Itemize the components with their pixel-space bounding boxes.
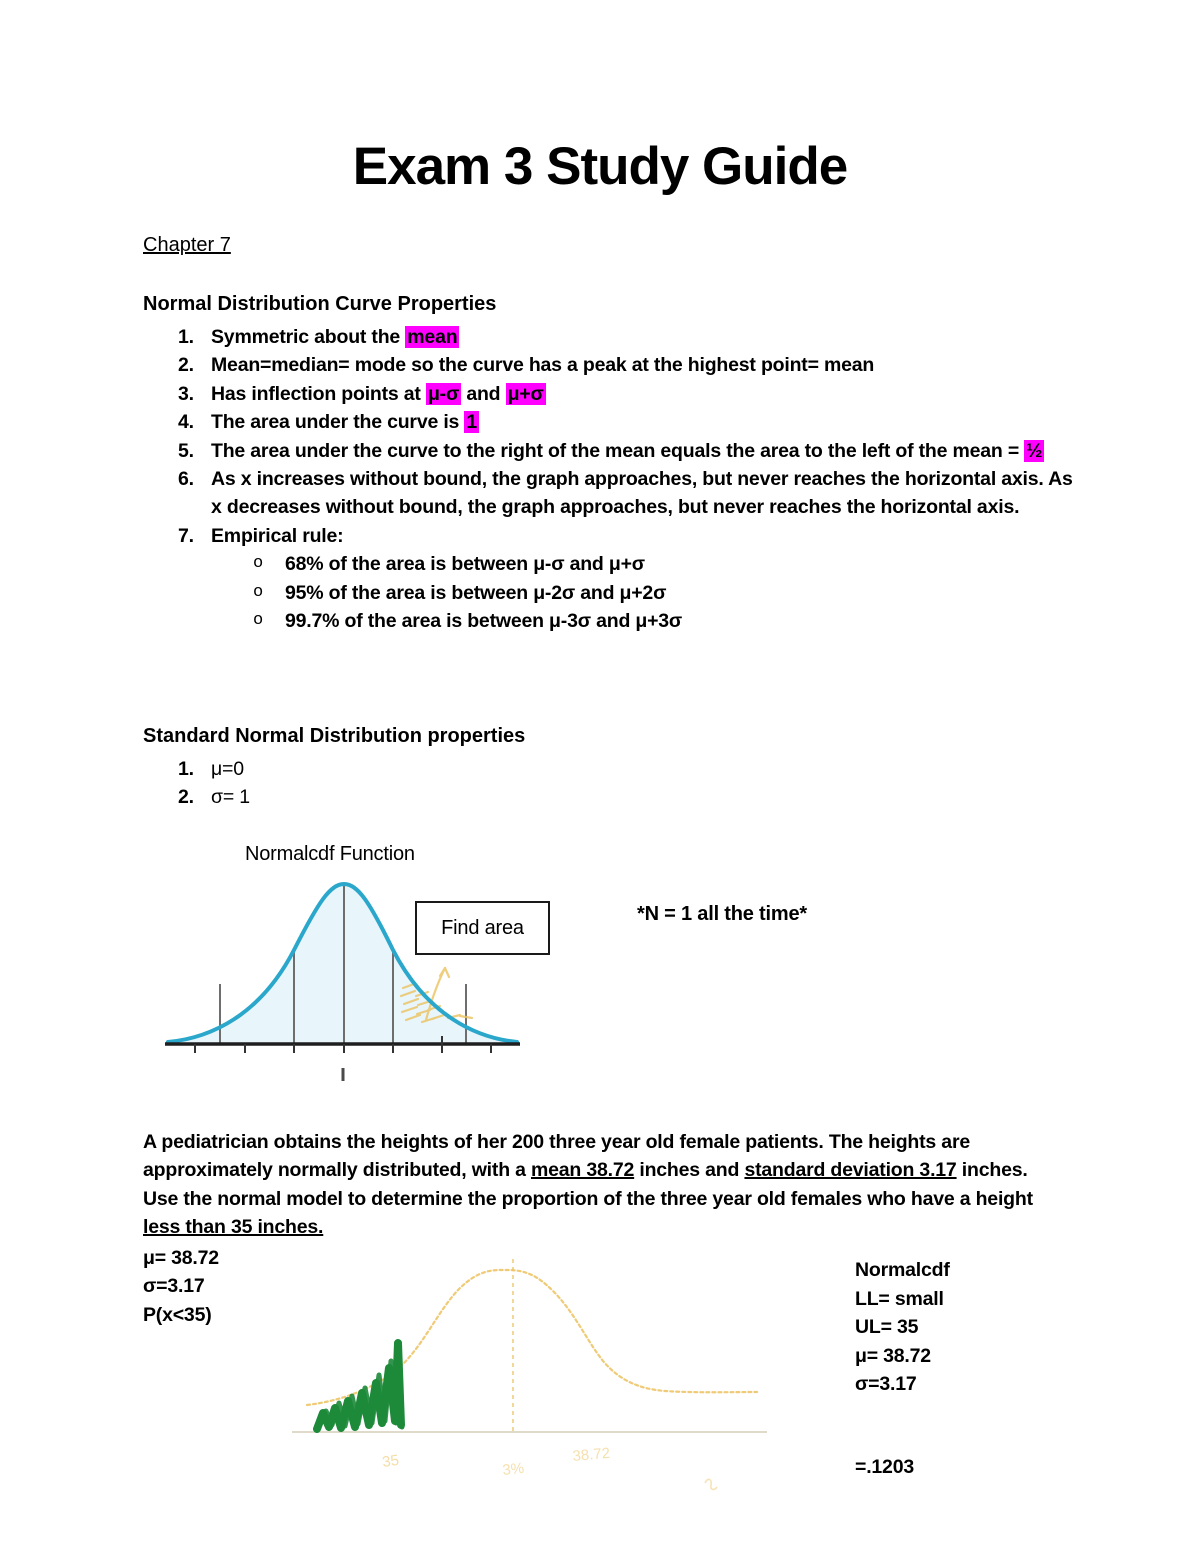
annotation-3pct: 3% <box>501 1459 525 1479</box>
underlined-text: standard deviation 3.17 <box>744 1159 957 1182</box>
bullet-item <box>143 607 1083 635</box>
calculator-steps <box>855 1256 950 1482</box>
list-item <box>143 465 1083 522</box>
shaded-curve-figure <box>285 1253 785 1513</box>
list-item <box>143 323 1083 351</box>
bullet-marker: o <box>253 582 264 602</box>
section-standard-normal <box>143 725 743 812</box>
list-item <box>143 522 1083 550</box>
bullet-marker: o <box>253 554 264 574</box>
highlighted-text: ½ <box>1026 439 1043 462</box>
list-text: μ=0 <box>211 758 244 780</box>
list-number: 6. <box>178 468 194 491</box>
problem-text: inches. Use the normal model to determine the proportion of the three year old females who have a height <box>143 1159 1033 1210</box>
list-text: The area under the curve to the right of the mean equals the area to the left of the mean = <box>211 439 1025 462</box>
n-equals-1-note: *N = 1 all the time* <box>637 903 807 925</box>
highlighted-text: mean <box>407 326 458 348</box>
faint-handwriting <box>381 1445 611 1479</box>
list-text: As x increases without bound, the graph approaches, but never reaches the horizontal axis. As x decreases without bound, the graph approaches, but never reaches the horizontal axis. <box>211 468 1073 519</box>
figure1-caption: Normalcdf Function <box>245 843 415 865</box>
chapter-heading: Chapter 7 <box>143 234 231 256</box>
underlined-text: mean 38.72 <box>530 1159 635 1182</box>
problem-text: A pediatrician obtains the heights of her 200 three year old female patients. The heights are approximately normally distributed, with a <box>143 1131 970 1182</box>
list-text: Symmetric about the <box>211 326 406 348</box>
calc-upper-limit: UL= 35 <box>855 1316 919 1339</box>
list-text: and <box>461 382 506 405</box>
list-number: 4. <box>178 411 194 434</box>
calc-sigma: σ=3.17 <box>855 1373 917 1396</box>
calc-function: Normalcdf <box>855 1259 950 1281</box>
highlighted-text: μ-σ <box>427 382 460 405</box>
list-number: 2. <box>178 786 194 809</box>
list-item <box>143 783 743 811</box>
given-values <box>143 1244 219 1329</box>
list-number: 7. <box>178 524 194 547</box>
list-text: Mean=median= mode so the curve has a peak at the highest point= mean <box>211 354 875 377</box>
list-item <box>143 408 1083 436</box>
section-heading: Standard Normal Distribution properties <box>143 725 526 747</box>
list-text: Empirical rule: <box>211 524 344 547</box>
bullet-item <box>143 550 1083 578</box>
annotation-35: 35 <box>381 1451 401 1471</box>
standard-normal-list <box>143 755 743 812</box>
find-area-label: Find area <box>441 916 524 939</box>
list-number: 2. <box>178 354 194 377</box>
list-item <box>143 437 1061 465</box>
section-heading: Normal Distribution Curve Properties <box>143 293 497 315</box>
mu-value: μ= 38.72 <box>143 1247 219 1269</box>
list-number: 1. <box>178 326 194 348</box>
bullet-marker: o <box>253 611 264 631</box>
list-number: 3. <box>178 382 194 405</box>
list-item <box>143 755 743 783</box>
calc-lower-limit: LL= small <box>855 1287 944 1310</box>
list-text: Has inflection points at <box>211 382 426 405</box>
bullet-text: 68% of the area is between μ-σ and μ+σ <box>285 553 645 576</box>
probability-statement: P(x<35) <box>143 1303 212 1326</box>
sigma-value: σ=3.17 <box>143 1275 205 1298</box>
bullet-text: 95% of the area is between μ-2σ and μ+2σ <box>285 581 667 604</box>
section-normal-distribution <box>143 293 1083 635</box>
bullet-item <box>143 579 1083 607</box>
problem-text: inches and <box>634 1159 745 1182</box>
page-title: Exam 3 Study Guide <box>352 137 848 196</box>
list-number: 1. <box>178 758 194 780</box>
underlined-text: less than 35 inches. <box>143 1216 324 1239</box>
list-text: The area under the curve is <box>211 411 465 434</box>
bullet-text: 99.7% of the area is between μ-3σ and μ+3σ <box>285 610 683 633</box>
list-item <box>143 351 1083 379</box>
list-text: σ= 1 <box>211 786 250 809</box>
calc-mu: μ= 38.72 <box>855 1344 931 1367</box>
annotation-3872: 38.72 <box>571 1444 611 1465</box>
properties-list <box>143 323 1083 635</box>
list-number: 5. <box>178 439 194 462</box>
highlighted-text: μ+σ <box>507 382 544 405</box>
calc-result: =.1203 <box>855 1455 914 1478</box>
list-item <box>143 380 1083 408</box>
faint-squiggle <box>705 1479 717 1489</box>
highlighted-text: 1 <box>466 411 478 434</box>
problem-paragraph <box>143 1128 1058 1242</box>
find-area-callout <box>415 901 550 955</box>
